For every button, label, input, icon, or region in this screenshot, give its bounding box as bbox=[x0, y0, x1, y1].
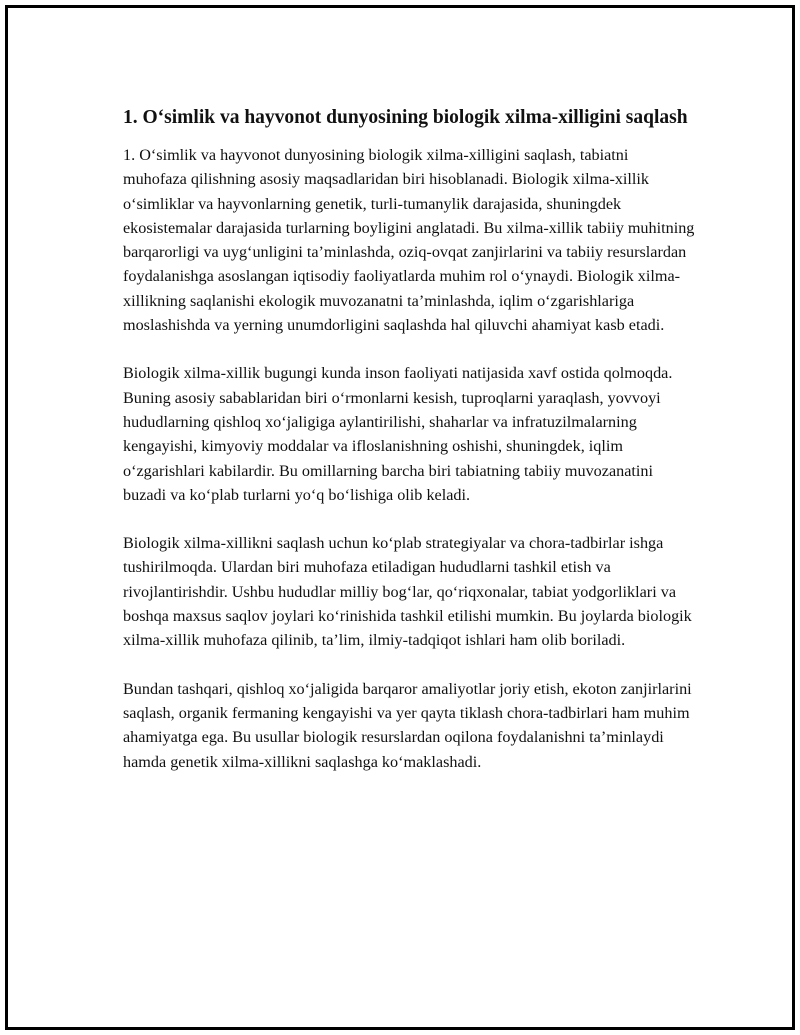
paragraph-4: Bundan tashqari, qishloq xo‘jaligida barqaror amaliyotlar joriy etish, ekoton zanjirlarini saqlash, organik fermaning kengayishi va yer qayta tiklash chora-tadbirlari ham muhim ahamiyatga ega. Bu usullar biologik resurslardan oqilona foydalanishni ta’minlaydi hamda genetik xilma-xillikni saqlashga ko‘maklashadi. bbox=[123, 679, 692, 771]
paragraph-3: Biologik xilma-xillikni saqlash uchun ko‘plab strategiyalar va chora-tadbirlar ishga tushirilmoqda. Ulardan biri muhofaza etiladigan hududlarni tashkil etish va rivojlantirishdir. Ushbu hududlar milliy bog‘lar, qo‘riqxonalar, tabiat yodgorliklari va boshqa maxsus saqlov joylari ko‘rinishida tashkil etilishi mumkin. Bu joylarda biologik xilma-xillik muhofaza qilinib, ta’lim, ilmiy-tadqiqot ishlari ham olib boriladi. bbox=[123, 534, 692, 650]
paragraph-1: 1. O‘simlik va hayvonot dunyosining biologik xilma-xilligini saqlash, tabiatni muhofaza qilishning asosiy maqsadlaridan biri hisoblanadi. Biologik xilma-xillik o‘simliklar va hayvonlarning genetik, turli-tumanylik darajasida, shuningdek ekosistemalar darajasida turlarning boyligini anglatadi. Bu xilma-xillik tabiiy muhitning barqarorligi va uyg‘unligini ta’minlashda, oziq-ovqat zanjirlarini va tabiiy resurslardan foydalanishga asoslangan iqtisodiy faoliyatlarda muhim rol o‘ynaydi. Biologik xilma-xillikning saqlanishi ekologik muvozanatni ta’minlashda, iqlim o‘zgarishlariga moslashishda va yerning unumdorligini saqlashda hal qiluvchi ahamiyat kasb etadi. bbox=[123, 146, 695, 335]
paragraph-2: Biologik xilma-xillik bugungi kunda inson faoliyati natijasida xavf ostida qolmoqda. Buning asosiy sabablaridan biri o‘rmonlarni kesish, tuproqlarni yaraqlash, yovvoyi hududlarning qishloq xo‘jaligiga aylantirilishi, shaharlar va infratuzilmalarning kengayishi, kimyoviy moddalar va ifloslanishning oshishi, shuningdek, iqlim o‘zgarishlari kabilardir. Bu omillarning barcha biri tabiatning tabiiy muvozanatini buzadi va ko‘plab turlarni yo‘q bo‘lishiga olib keladi. bbox=[123, 364, 673, 504]
page-frame bbox=[5, 5, 795, 1030]
document-heading: 1. O‘simlik va hayvonot dunyosining biologik xilma-xilligini saqlash bbox=[123, 107, 688, 128]
document-body bbox=[123, 103, 695, 798]
